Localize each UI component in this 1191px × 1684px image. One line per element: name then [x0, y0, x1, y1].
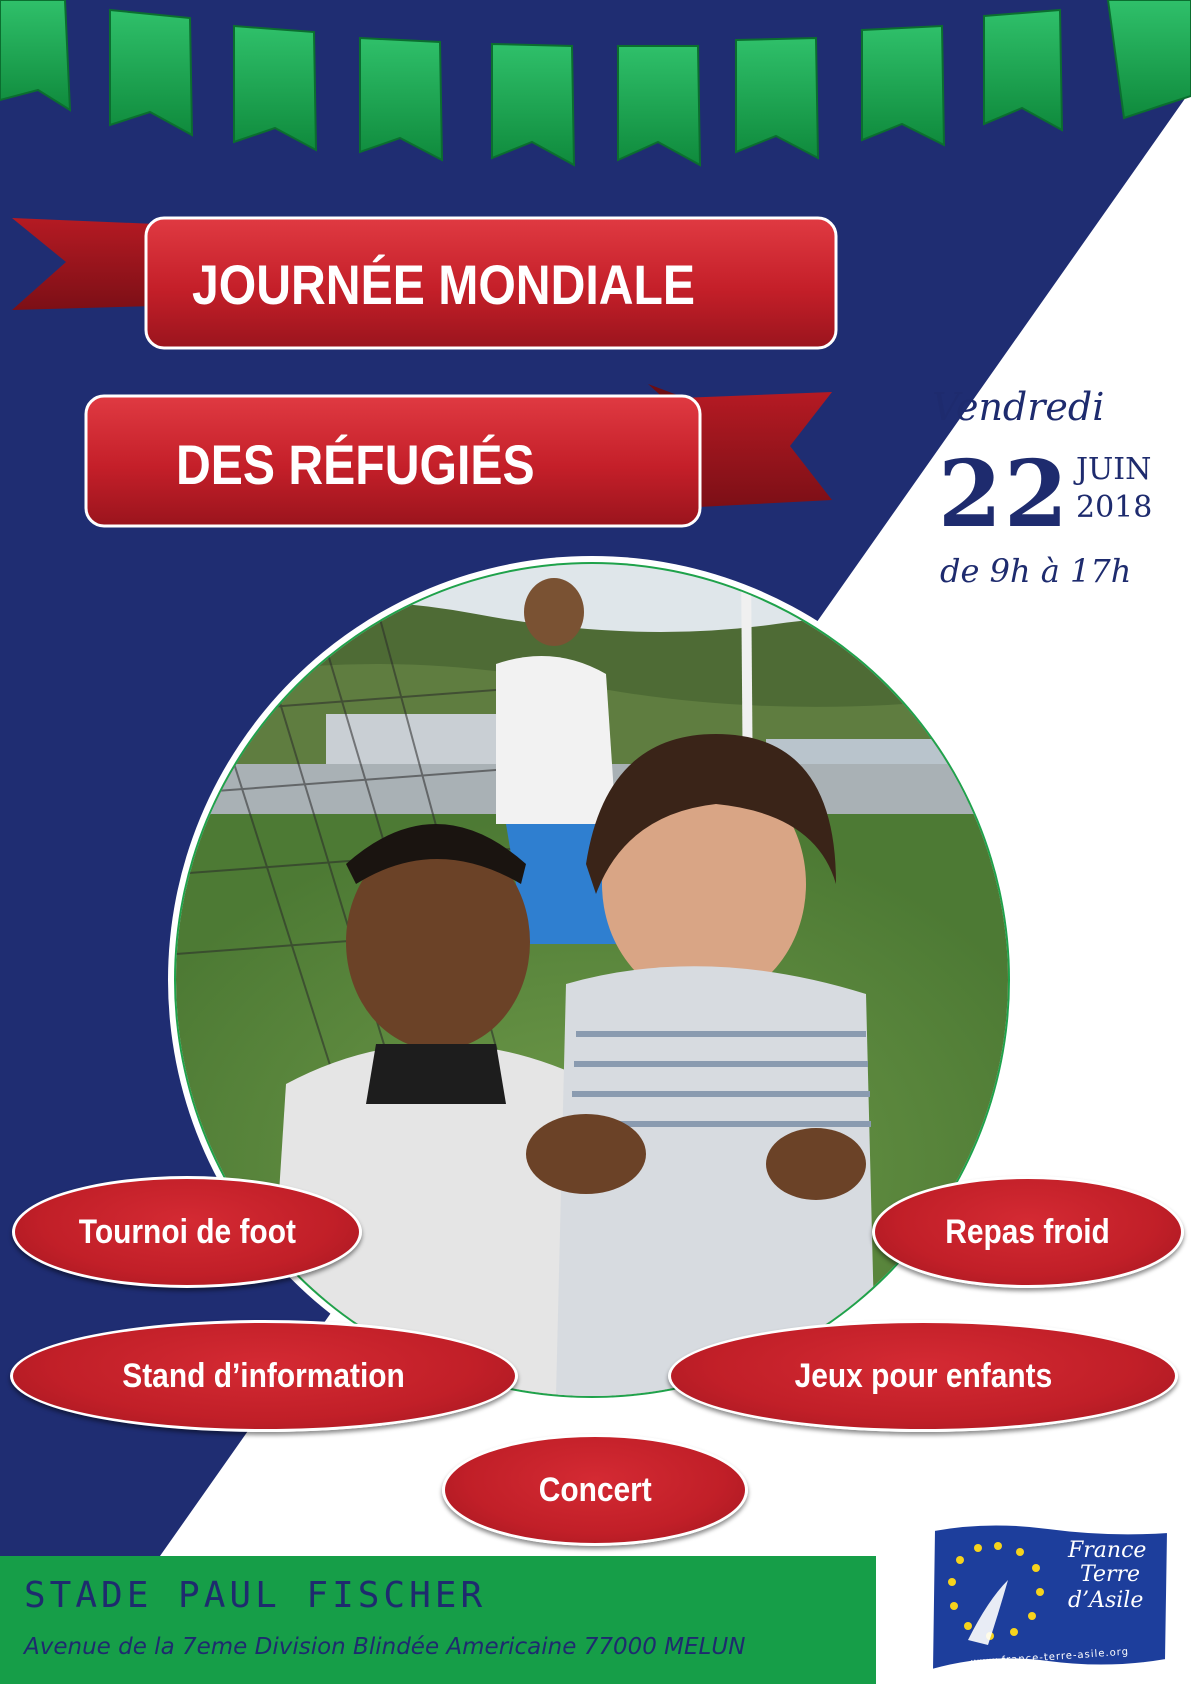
day-number: 22: [938, 440, 1071, 548]
activity-pill-concert: [442, 1434, 748, 1546]
activity-pill-info-stand: [10, 1320, 518, 1432]
activity-label: Repas froid: [945, 1212, 1111, 1251]
logo-name-line-1: France: [1068, 1538, 1147, 1563]
activity-label: Stand d’information: [122, 1356, 406, 1395]
activity-label: Concert: [538, 1470, 652, 1509]
title-line-2: DES RÉFUGIÉS: [176, 433, 535, 496]
activity-label: Tournoi de foot: [78, 1212, 296, 1251]
year: 2018: [1076, 490, 1153, 525]
title-line-1: JOURNÉE MONDIALE: [192, 253, 696, 316]
activity-pill-kids-games: [668, 1320, 1178, 1432]
month: JUIN: [1076, 452, 1152, 487]
opening-hours: de 9h à 17h: [940, 552, 1132, 590]
activity-pill-foot-tournament: [12, 1176, 362, 1288]
logo-name-line-2: Terre: [1080, 1562, 1141, 1587]
venue-address: Avenue de la 7eme Division Blindée Americaine 77000 MELUN: [24, 1634, 746, 1660]
venue-name: STADE PAUL FISCHER: [24, 1575, 487, 1616]
activity-label: Jeux pour enfants: [794, 1356, 1052, 1395]
logo-name-line-3: d’Asile: [1068, 1588, 1144, 1613]
day-name: Vendredi: [932, 385, 1105, 429]
activity-pill-cold-meal: [872, 1176, 1184, 1288]
logo-url: www.france-terre-asile.org: [970, 1646, 1130, 1669]
